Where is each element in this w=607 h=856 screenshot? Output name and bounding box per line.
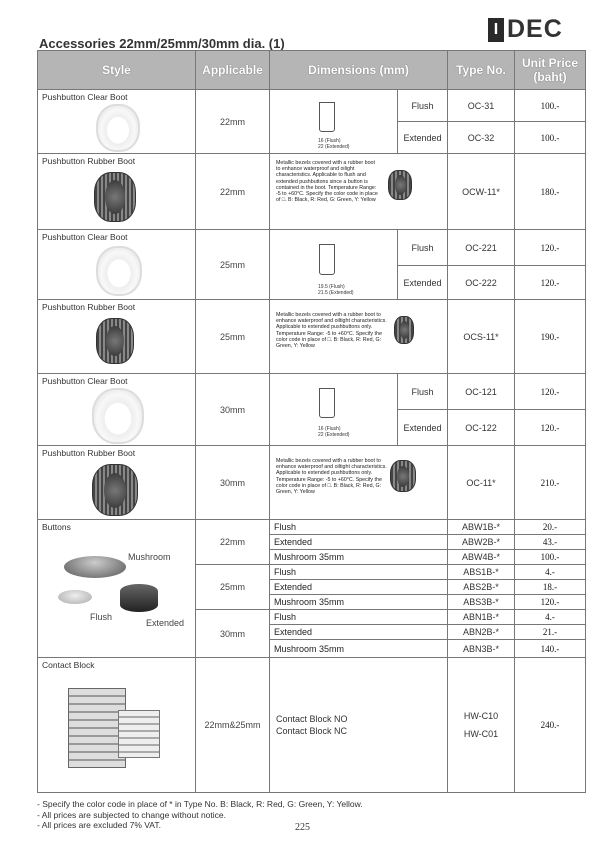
style-cell (38, 90, 196, 154)
rubber-boot-drawing (390, 460, 416, 492)
applicable-cell: 30mm (196, 446, 270, 520)
type-no: OCS-11* (448, 300, 515, 374)
style-label: Pushbutton Clear Boot (42, 92, 128, 102)
variant-label: Flush (270, 565, 448, 580)
footnotes (37, 799, 363, 831)
type-no: HW-C10 (463, 711, 499, 721)
dimension-drawing-cell (270, 90, 398, 154)
style-label: Pushbutton Rubber Boot (42, 302, 136, 312)
dimension-note-cell (270, 300, 448, 374)
unit-price: 18.- (515, 580, 586, 595)
type-no: ABN1B-* (448, 610, 515, 625)
buttons-style-cell (38, 520, 196, 658)
variant-label: Mushroom 35mm (270, 550, 448, 565)
applicable-cell: 25mm (196, 565, 270, 610)
rubber-boot-image (96, 318, 134, 364)
style-label: Contact Block (42, 660, 95, 670)
applicable-cell: 30mm (196, 610, 270, 658)
style-cell (38, 446, 196, 520)
type-no: OC-222 (448, 266, 515, 300)
variant-label: Flush (398, 90, 448, 122)
type-no: HW-C01 (463, 729, 499, 739)
clear-boot-image (96, 246, 142, 296)
applicable-cell: 22mm&25mm (196, 658, 270, 793)
style-cell (38, 230, 196, 300)
unit-price: 240.- (515, 658, 586, 793)
header-dimensions: Dimensions (mm) (270, 51, 448, 90)
variant-label: Flush (398, 230, 448, 266)
flush-label: Flush (90, 612, 113, 622)
mushroom-button-image (64, 556, 126, 578)
type-no-cell (448, 658, 515, 793)
variant-label: Flush (398, 374, 448, 410)
dimension-caption: 16 (Flush) 22 (Extended) (318, 138, 350, 150)
type-no: ABW1B-* (448, 520, 515, 535)
header-applicable: Applicable (196, 51, 270, 90)
unit-price: 190.- (515, 300, 586, 374)
table-row (38, 300, 586, 374)
footnote: - Specify the color code in place of * in Type No. B: Black, R: Red, G: Green, Y: Yellow. (37, 799, 363, 809)
rubber-boot-image (94, 172, 136, 222)
table-row (38, 520, 586, 535)
footnote: - All prices are excluded 7% VAT. (37, 820, 161, 830)
applicable-cell: 22mm (196, 90, 270, 154)
table-row (38, 446, 586, 520)
contact-item-nc: Contact Block NC (276, 726, 348, 736)
header-style: Style (38, 51, 196, 90)
table-row (38, 374, 586, 410)
type-no: OC-31 (448, 90, 515, 122)
table-row (38, 90, 586, 122)
type-no: ABW4B-* (448, 550, 515, 565)
dimension-drawing-cell (270, 230, 398, 300)
applicable-cell: 22mm (196, 154, 270, 230)
dimension-note-cell (270, 154, 448, 230)
table-row (38, 154, 586, 230)
style-label: Pushbutton Clear Boot (42, 376, 128, 386)
variant-label: Extended (398, 122, 448, 154)
type-no: OC-221 (448, 230, 515, 266)
type-no: ABN2B-* (448, 625, 515, 640)
variant-label: Extended (270, 580, 448, 595)
unit-price: 120.- (515, 410, 586, 446)
unit-price: 180.- (515, 154, 586, 230)
unit-price: 4.- (515, 610, 586, 625)
type-no: ABS3B-* (448, 595, 515, 610)
rubber-boot-image (92, 464, 138, 516)
variant-label: Extended (398, 410, 448, 446)
contact-block-items (270, 658, 448, 793)
header-unit-price: Unit Price (baht) (515, 51, 586, 90)
unit-price: 100.- (515, 122, 586, 154)
contact-block-style-cell (38, 658, 196, 793)
unit-price: 21.- (515, 625, 586, 640)
rubber-boot-drawing (394, 316, 414, 344)
table-row (38, 230, 586, 266)
style-cell (38, 300, 196, 374)
applicable-cell: 25mm (196, 230, 270, 300)
logo-text: DEC (507, 15, 563, 43)
unit-price: 120.- (515, 374, 586, 410)
table-row (38, 658, 586, 793)
unit-price: 100.- (515, 90, 586, 122)
style-cell (38, 374, 196, 446)
type-no: ABW2B-* (448, 535, 515, 550)
logo-mark: I (488, 18, 504, 42)
style-label: Pushbutton Rubber Boot (42, 448, 136, 458)
mushroom-label: Mushroom (128, 552, 171, 562)
variant-label: Flush (270, 520, 448, 535)
clear-boot-image (96, 104, 140, 152)
unit-price: 100.- (515, 550, 586, 565)
contact-item-no: Contact Block NO (276, 714, 348, 724)
dimension-note: Metallic bezels covered with a rubber boot to enhance waterproof and oilight characteristics. Applicable to flush and extended pushbuttons since a button is contained in the boot. Temperature Range: -5 to +60°C. Specify the color code in place of □. B: Black, R: Red, G: Green, Y: Yellow (276, 160, 378, 204)
dimension-note-cell (270, 446, 448, 520)
type-no: ABS1B-* (448, 565, 515, 580)
dimension-drawing (308, 236, 344, 278)
clear-boot-image (92, 388, 144, 444)
variant-label: Mushroom 35mm (270, 595, 448, 610)
rubber-boot-drawing (388, 170, 412, 200)
style-label: Pushbutton Clear Boot (42, 232, 128, 242)
extended-label: Extended (146, 618, 185, 628)
unit-price: 43.- (515, 535, 586, 550)
type-no: OC-11* (448, 446, 515, 520)
applicable-cell: 25mm (196, 300, 270, 374)
applicable-cell: 30mm (196, 374, 270, 446)
footnote: - All prices are subjected to change without notice. (37, 809, 226, 820)
dimension-caption: 19.5 (Flush) 21.5 (Extended) (318, 284, 354, 296)
applicable-cell: 22mm (196, 520, 270, 565)
idec-logo (488, 15, 563, 44)
style-label: Pushbutton Rubber Boot (42, 156, 136, 166)
extended-button-image (120, 584, 158, 612)
type-no: OC-121 (448, 374, 515, 410)
accessories-table (37, 50, 586, 793)
style-label: Buttons (42, 522, 71, 532)
dimension-drawing-cell (270, 374, 398, 446)
unit-price: 120.- (515, 230, 586, 266)
contact-block-image-2 (118, 710, 160, 758)
dimension-note: Metallic bezels covered with a rubber boot to enhance waterproof and oiltight characteristics. Applicable to extended pushbuttons only. Temperature Range: -5 to +60°C. Specify the color code in place of □. B: Black, R: Red, G: Green, Y: Yellow (276, 458, 387, 496)
dimension-note: Metallic bezels covered with a rubber boot to enhance waterproof and oiltight characteristics. Applicable to extended pushbuttons only. Temperature Range: -5 to +60°C. Specify the color code in place of □. B: Black, R: Red, G: Green, Y: Yellow (276, 312, 387, 350)
type-no: OC-32 (448, 122, 515, 154)
header-type-no: Type No. (448, 51, 515, 90)
variant-label: Extended (398, 266, 448, 300)
dimension-drawing (308, 380, 344, 420)
page-number: 225 (295, 822, 310, 833)
variant-label: Flush (270, 610, 448, 625)
type-no: OCW-11* (448, 154, 515, 230)
unit-price: 120.- (515, 595, 586, 610)
dimension-drawing (308, 94, 344, 134)
type-no: ABN3B-* (448, 640, 515, 658)
unit-price: 140.- (515, 640, 586, 658)
dimension-caption: 16 (Flush) 22 (Extended) (318, 426, 350, 438)
type-no: ABS2B-* (448, 580, 515, 595)
variant-label: Extended (270, 625, 448, 640)
variant-label: Mushroom 35mm (270, 640, 448, 658)
unit-price: 210.- (515, 446, 586, 520)
unit-price: 120.- (515, 266, 586, 300)
page-title: Accessories 22mm/25mm/30mm dia. (1) (39, 36, 285, 51)
header-row (38, 51, 586, 90)
unit-price: 20.- (515, 520, 586, 535)
flush-button-image (58, 590, 92, 604)
type-no: OC-122 (448, 410, 515, 446)
unit-price: 4.- (515, 565, 586, 580)
style-cell (38, 154, 196, 230)
variant-label: Extended (270, 535, 448, 550)
